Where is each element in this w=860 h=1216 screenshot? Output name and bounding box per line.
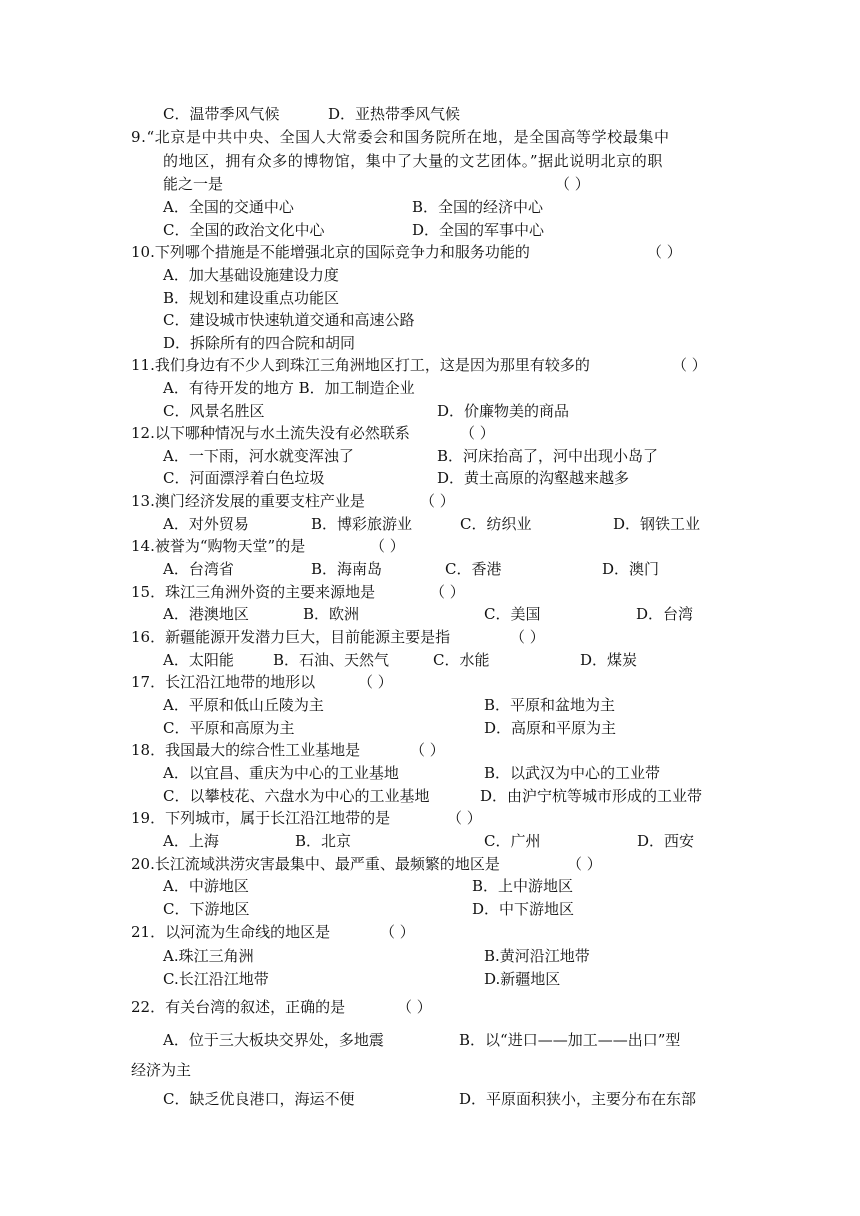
q22-option-b-cont: 经济为主 xyxy=(131,1061,192,1079)
q22-option-d: D．平原面积狭小，主要分布在东部 xyxy=(459,1090,697,1108)
q18-option-d: D．由沪宁杭等城市形成的工业带 xyxy=(480,787,703,805)
q11-stem: 11.我们身边有不少人到珠江三角洲地区打工，这是因为那里有较多的 xyxy=(131,356,590,374)
q21-option-d: D.新疆地区 xyxy=(484,970,561,988)
q22-answer-blank: （ ） xyxy=(397,998,432,1016)
q20-stem: 20.长江流域洪涝灾害最集中、最严重、最频繁的地区是 xyxy=(131,855,500,873)
q19-answer-blank: （ ） xyxy=(447,809,482,827)
q16-option-a: A．太阳能 xyxy=(163,651,234,669)
q9-answer-blank: （ ） xyxy=(555,175,590,193)
q15-option-d: D．台湾 xyxy=(636,605,694,623)
q10-option-a: A．加大基础设施建设力度 xyxy=(163,266,339,284)
q22-option-b: B．以“进口——加工——出口”型 xyxy=(459,1031,681,1049)
q11-answer-blank: （ ） xyxy=(672,356,707,374)
q15-answer-blank: （ ） xyxy=(430,583,465,601)
q15-stem: 15．珠江三角洲外资的主要来源地是 xyxy=(131,583,376,601)
q17-option-b: B．平原和盆地为主 xyxy=(484,696,616,714)
q15-option-c: C．美国 xyxy=(484,605,541,623)
q17-answer-blank: （ ） xyxy=(358,673,393,691)
q13-answer-blank: （ ） xyxy=(420,492,455,510)
q21-option-c: C.长江沿江地带 xyxy=(163,970,269,988)
q12-option-c: C．河面漂浮着白色垃圾 xyxy=(163,469,325,487)
q21-option-b: B.黄河沿江地带 xyxy=(484,947,590,965)
q20-option-c: C．下游地区 xyxy=(163,900,250,918)
q22-option-c: C．缺乏优良港口，海运不便 xyxy=(163,1090,355,1108)
q9-option-b: B．全国的经济中心 xyxy=(412,198,544,216)
q9-option-d: D．全国的军事中心 xyxy=(412,221,545,239)
q13-stem: 13.澳门经济发展的重要支柱产业是 xyxy=(131,492,365,510)
q14-option-a: A．台湾省 xyxy=(163,560,234,578)
q18-answer-blank: （ ） xyxy=(410,741,445,759)
q18-stem: 18．我国最大的综合性工业基地是 xyxy=(131,741,361,759)
q12-answer-blank: （ ） xyxy=(460,424,495,442)
q9-stem-line2: 的地区，拥有众多的博物馆，集中了大量的文艺团体。”据此说明北京的职 xyxy=(163,152,663,170)
q20-option-d: D．中下游地区 xyxy=(472,900,575,918)
q13-option-d: D．钢铁工业 xyxy=(613,515,701,533)
q12-stem: 12.以下哪种情况与水土流失没有必然联系 xyxy=(131,424,410,442)
q9-stem-line3: 能之一是 xyxy=(163,175,224,193)
q20-option-a: A．中游地区 xyxy=(163,877,249,895)
q9-stem-line1: 9.“北京是中共中央、全国人大常委会和国务院所在地，是全国高等学校最集中 xyxy=(131,128,670,146)
q19-option-a: A．上海 xyxy=(163,832,219,850)
q9-option-a: A．全国的交通中心 xyxy=(163,198,294,216)
q11-option-ab: A．有待开发的地方 B．加工制造企业 xyxy=(163,379,415,397)
q16-option-b: B．石油、天然气 xyxy=(273,651,390,669)
q12-option-a: A．一下雨，河水就变浑浊了 xyxy=(163,447,354,465)
q21-option-a: A.珠江三角洲 xyxy=(163,947,254,965)
q17-stem: 17．长江沿江地带的地形以 xyxy=(131,673,316,691)
q14-stem: 14.被誉为“购物天堂”的是 xyxy=(131,537,306,555)
q18-option-b: B．以武汉为中心的工业带 xyxy=(484,764,661,782)
q10-option-c: C．建设城市快速轨道交通和高速公路 xyxy=(163,311,415,329)
q10-option-d: D．拆除所有的四合院和胡同 xyxy=(163,334,356,352)
q14-option-c: C．香港 xyxy=(445,560,502,578)
q20-option-b: B．上中游地区 xyxy=(472,877,574,895)
q13-option-a: A．对外贸易 xyxy=(163,515,249,533)
q10-stem: 10.下列哪个措施是不能增强北京的国际竞争力和服务功能的 xyxy=(131,243,530,261)
q8-option-d: D．亚热带季风气候 xyxy=(328,105,461,123)
q22-option-a: A．位于三大板块交界处，多地震 xyxy=(163,1031,384,1049)
q10-answer-blank: （ ） xyxy=(647,243,682,261)
q15-option-b: B．欧洲 xyxy=(303,605,360,623)
q20-answer-blank: （ ） xyxy=(567,855,602,873)
q13-option-c: C．纺织业 xyxy=(460,515,532,533)
q21-answer-blank: （ ） xyxy=(380,923,415,941)
q14-answer-blank: （ ） xyxy=(370,537,405,555)
q16-option-c: C．水能 xyxy=(433,651,490,669)
q14-option-d: D．澳门 xyxy=(602,560,660,578)
q12-option-d: D．黄土高原的沟壑越来越多 xyxy=(437,469,630,487)
q16-option-d: D．煤炭 xyxy=(580,651,638,669)
q21-stem: 21．以河流为生命线的地区是 xyxy=(131,923,331,941)
q8-option-c: C．温带季风气候 xyxy=(163,105,280,123)
q19-option-b: B．北京 xyxy=(295,832,352,850)
q12-option-b: B．河床抬高了，河中出现小岛了 xyxy=(437,447,659,465)
q18-option-a: A．以宜昌、重庆为中心的工业基地 xyxy=(163,764,399,782)
q17-option-d: D．高原和平原为主 xyxy=(484,719,617,737)
q18-option-c: C．以攀枝花、六盘水为中心的工业基地 xyxy=(163,787,430,805)
q19-stem: 19．下列城市，属于长江沿江地带的是 xyxy=(131,809,391,827)
q11-option-d: D．价廉物美的商品 xyxy=(437,402,570,420)
q16-answer-blank: （ ） xyxy=(510,628,545,646)
q16-stem: 16．新疆能源开发潜力巨大，目前能源主要是指 xyxy=(131,628,451,646)
q17-option-c: C．平原和高原为主 xyxy=(163,719,295,737)
q13-option-b: B．博彩旅游业 xyxy=(311,515,413,533)
q9-option-c: C．全国的政治文化中心 xyxy=(163,221,325,239)
q15-option-a: A．港澳地区 xyxy=(163,605,249,623)
q19-option-d: D．西安 xyxy=(637,832,695,850)
q14-option-b: B．海南岛 xyxy=(311,560,383,578)
q17-option-a: A．平原和低山丘陵为主 xyxy=(163,696,324,714)
q22-stem: 22．有关台湾的叙述，正确的是 xyxy=(131,998,346,1016)
q10-option-b: B．规划和建设重点功能区 xyxy=(163,289,340,307)
q11-option-c: C．风景名胜区 xyxy=(163,402,265,420)
q19-option-c: C．广州 xyxy=(484,832,541,850)
